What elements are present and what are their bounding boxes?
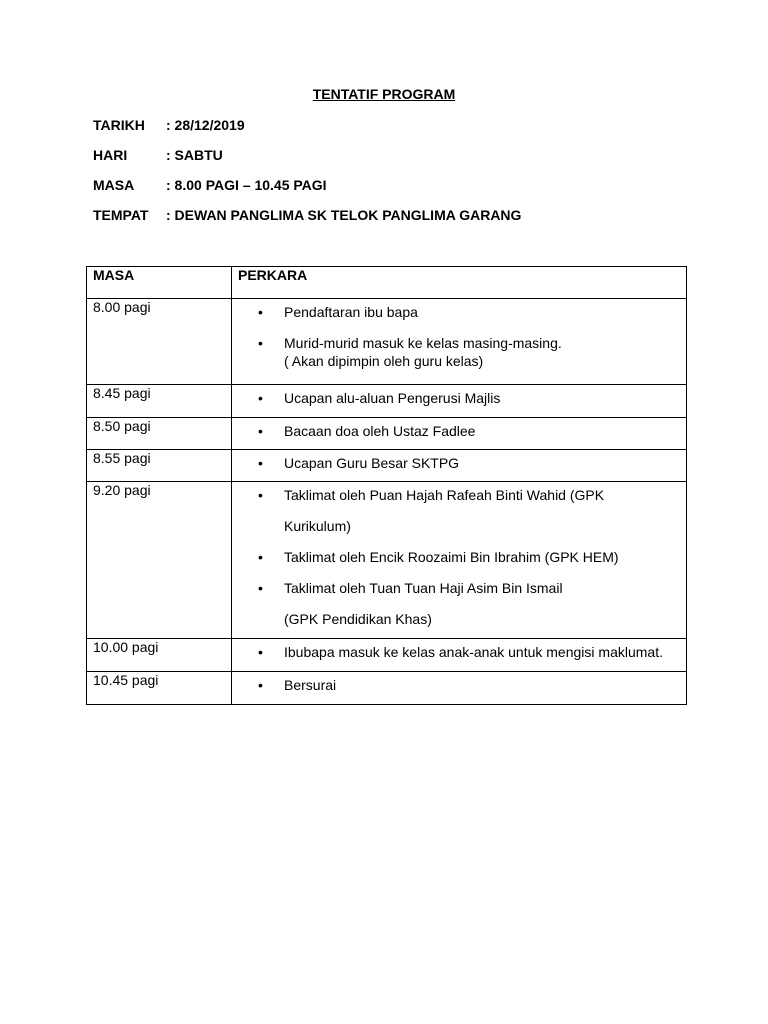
- list-item: [232, 579, 686, 628]
- table-row: [87, 672, 687, 705]
- item-text: Bacaan doa oleh Ustaz Fadlee: [284, 423, 476, 439]
- info-label: HARI: [93, 147, 128, 163]
- cell-masa: [87, 299, 232, 385]
- list-item: [232, 454, 686, 472]
- cell-perkara: [232, 672, 687, 705]
- bullet-icon: •: [258, 549, 263, 565]
- info-tarikh: [93, 117, 245, 133]
- cell-masa: [87, 450, 232, 482]
- item-text: Ucapan alu-aluan Pengerusi Majlis: [284, 390, 501, 406]
- item-text: Taklimat oleh Encik Roozaimi Bin Ibrahim (GPK HEM): [284, 549, 619, 565]
- list-item: [232, 548, 686, 566]
- bullet-icon: •: [258, 580, 263, 596]
- cell-perkara: [232, 418, 687, 450]
- list-item: [232, 389, 686, 407]
- bullet-icon: •: [258, 335, 263, 351]
- list-item: [232, 303, 686, 321]
- item-text: Taklimat oleh Puan Hajah Rafeah Binti Wahid (GPK: [284, 487, 605, 503]
- header-perkara: PERKARA: [232, 267, 687, 299]
- cell-perkara: [232, 482, 687, 639]
- item-text: Ibubapa masuk ke kelas anak-anak untuk mengisi maklumat.: [284, 644, 663, 660]
- page-title: TENTATIF PROGRAM: [312, 86, 456, 102]
- info-tempat: [93, 207, 521, 223]
- cell-perkara: [232, 299, 687, 385]
- bullet-icon: •: [258, 390, 263, 406]
- list-item: [232, 643, 686, 661]
- list-item: [232, 486, 686, 535]
- time-label: 8.55 pagi: [93, 450, 151, 466]
- time-label: 8.00 pagi: [93, 299, 151, 315]
- bullet-icon: •: [258, 487, 263, 503]
- bullet-icon: •: [258, 304, 263, 320]
- cell-perkara: [232, 450, 687, 482]
- list-item: [232, 422, 686, 440]
- table-row: [87, 385, 687, 418]
- item-text: Murid-murid masuk ke kelas masing-masing.: [284, 335, 562, 351]
- time-label: 10.00 pagi: [93, 639, 159, 655]
- time-label: 10.45 pagi: [93, 672, 159, 688]
- time-label: 8.45 pagi: [93, 385, 151, 401]
- cell-perkara: [232, 385, 687, 418]
- table-row: [87, 450, 687, 482]
- info-label: TARIKH: [93, 117, 145, 133]
- header-masa: MASA: [87, 267, 232, 299]
- bullet-icon: •: [258, 677, 263, 693]
- item-text-continued: (GPK Pendidikan Khas): [284, 611, 432, 627]
- schedule-table: [86, 266, 687, 705]
- info-label: TEMPAT: [93, 207, 149, 223]
- bullet-icon: •: [258, 455, 263, 471]
- cell-masa: [87, 418, 232, 450]
- info-label: MASA: [93, 177, 135, 193]
- item-text-continued: Kurikulum): [284, 518, 351, 534]
- cell-masa: [87, 672, 232, 705]
- info-hari: [93, 147, 223, 163]
- cell-masa: [87, 482, 232, 639]
- list-item: [232, 676, 686, 694]
- item-text: Bersurai: [284, 677, 337, 693]
- table-header-row: [87, 267, 687, 299]
- cell-masa: [87, 385, 232, 418]
- cell-perkara: [232, 639, 687, 672]
- info-value: : 8.00 PAGI – 10.45 PAGI: [166, 177, 327, 193]
- info-value: : SABTU: [166, 147, 223, 163]
- item-text-continued: ( Akan dipimpin oleh guru kelas): [284, 353, 484, 369]
- time-label: 8.50 pagi: [93, 418, 151, 434]
- item-text: Pendaftaran ibu bapa: [284, 304, 418, 320]
- table-row: [87, 299, 687, 385]
- bullet-icon: •: [258, 423, 263, 439]
- info-value: : 28/12/2019: [166, 117, 245, 133]
- bullet-icon: •: [258, 644, 263, 660]
- item-text: Ucapan Guru Besar SKTPG: [284, 455, 460, 471]
- list-item: [232, 334, 686, 370]
- time-label: 9.20 pagi: [93, 482, 151, 498]
- table-row: [87, 418, 687, 450]
- cell-masa: [87, 639, 232, 672]
- table-row: [87, 639, 687, 672]
- item-text: Taklimat oleh Tuan Tuan Haji Asim Bin Ismail: [284, 580, 563, 596]
- info-masa: [93, 177, 327, 193]
- info-value: : DEWAN PANGLIMA SK TELOK PANGLIMA GARANG: [166, 207, 522, 223]
- table-row: [87, 482, 687, 639]
